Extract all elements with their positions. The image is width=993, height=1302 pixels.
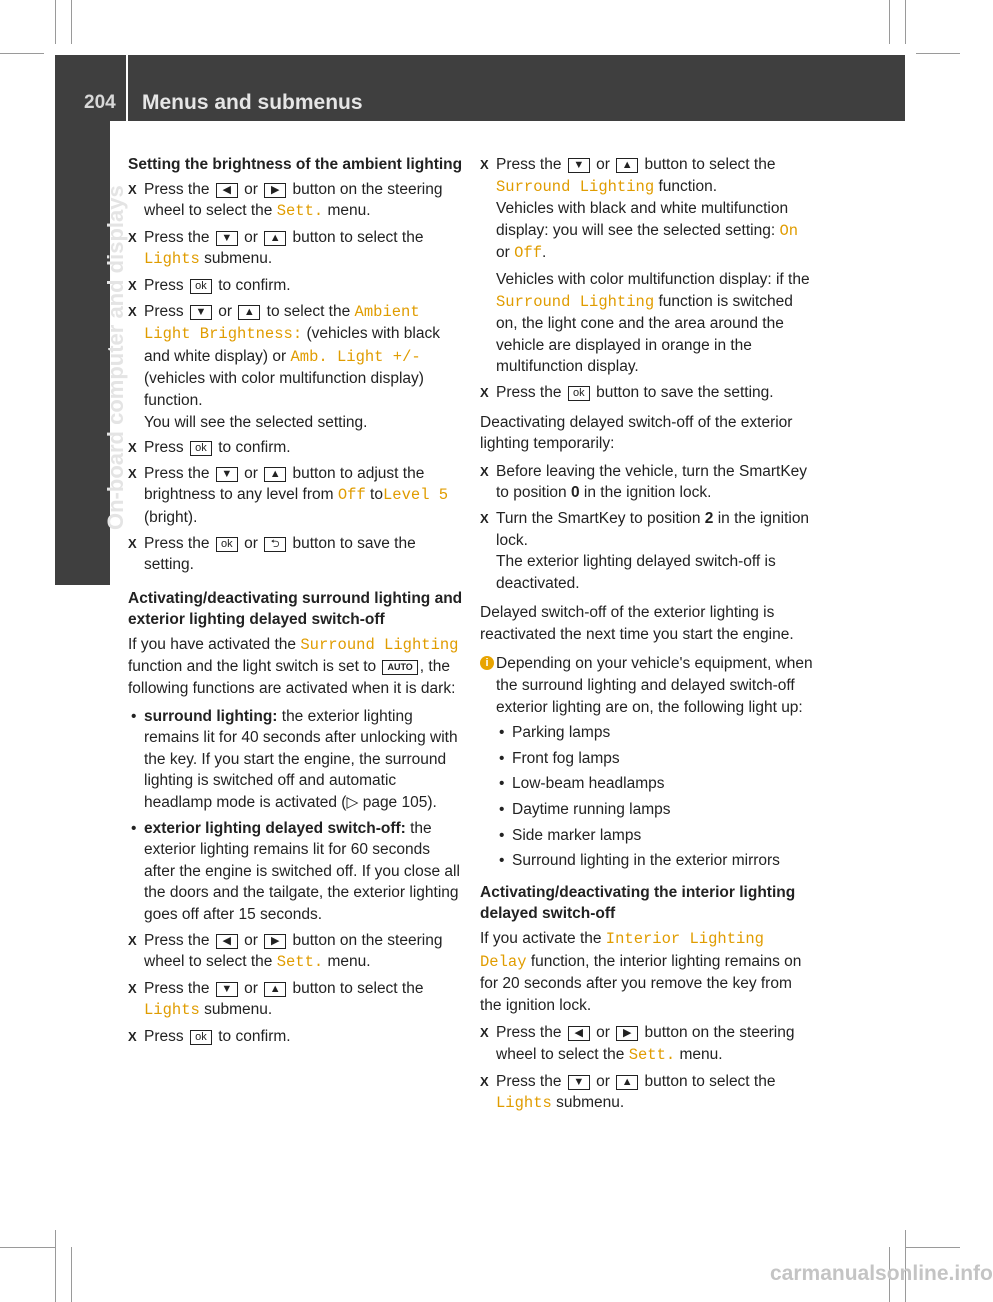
up-arrow-key-icon: ▲ [264,231,286,246]
instruction-step: X Press the ▼ or ▲ button to select the Lights submenu. [128,978,464,1022]
list-item: • Side marker lamps [496,825,816,847]
step-result: You will see the selected setting. [144,413,368,431]
display-text: On [779,221,799,240]
display-text: Ambient Light Brightness: [144,302,420,344]
instruction-step: X Press the ◀ or ▶ button on the steering wheel to select the Sett. menu. [128,930,464,974]
crop-mark [889,0,890,44]
ok-key-icon: ok [216,537,238,552]
instruction-step: X Before leaving the vehicle, turn the SmartKey to position 0 in the ignition lock. [480,461,816,504]
page-title: Menus and submenus [142,91,363,114]
instruction-step: X Press the ◀ or ▶ button on the steering wheel to select the Sett. menu. [480,1022,816,1066]
step-result: Vehicles with black and white multifunction display: you will see the selected setting: On or Off. [496,200,799,263]
display-text: Surround Lighting [496,292,655,311]
section-sidebar [55,121,110,585]
display-text: Sett. [276,202,324,221]
ok-key-icon: ok [568,386,590,401]
display-text: Lights [496,1094,552,1113]
back-key-icon: ⮌ [264,537,286,552]
ok-key-icon: ok [190,1030,212,1045]
instruction-step: X Press the ok button to save the setting. [480,382,816,404]
instruction-step: X Press the ▼ or ▲ button to adjust the brightness to any level from Off toLevel 5 (bright). [128,463,464,529]
crop-mark [71,0,72,44]
right-arrow-key-icon: ▶ [616,1026,638,1041]
down-arrow-key-icon: ▼ [568,1075,590,1090]
display-text: Sett. [276,953,324,972]
instruction-step: X Press ok to confirm. [128,275,464,297]
up-arrow-key-icon: ▲ [264,982,286,997]
section-label: On-board computer and displays [103,185,128,530]
up-arrow-key-icon: ▲ [264,467,286,482]
display-text: Amb. Light +/- [290,347,421,366]
list-item: • surround lighting: the exterior lighting remains lit for 40 seconds after unlocking with the key. If you start the engine, the surround lighting is switched off and automatic headlamp mode is activated (▷ page 105). [128,706,464,814]
ok-key-icon: ok [190,441,212,456]
display-text: Interior Lighting Delay [480,930,764,971]
list-item: • Front fog lamps [496,748,816,770]
right-column [480,154,816,1119]
instruction-step: X Press ok to confirm. [128,437,464,459]
info-icon: i [480,656,494,670]
crop-mark [0,1247,55,1248]
display-text: Level 5 [382,486,449,505]
info-note [480,653,816,871]
page-reference-icon: ▷ [346,794,359,812]
step-result: The exterior lighting delayed switch-off is deactivated. [496,553,776,592]
up-arrow-key-icon: ▲ [616,1075,638,1090]
crop-mark [55,0,56,44]
display-text: Lights [144,250,200,269]
list-item: • Parking lamps [496,722,816,744]
display-text: Lights [144,1001,200,1020]
instruction-step: X Press the ▼ or ▲ button to select the Lights submenu. [128,227,464,271]
display-text: Off [337,486,366,505]
instruction-step: X Press ok to confirm. [128,1026,464,1048]
left-arrow-key-icon: ◀ [568,1026,590,1041]
down-arrow-key-icon: ▼ [216,982,238,997]
step-result: Vehicles with color multifunction display: if the Surround Lighting function is switched on, the light cone and the area around the vehicle are displayed in orange in the multifunction display. [496,270,810,376]
crop-mark [905,1247,960,1248]
auto-light-switch-icon: AUTO [382,660,417,675]
crop-mark [0,53,44,54]
list-item: • Daytime running lamps [496,799,816,821]
list-item: • exterior lighting delayed switch-off: the exterior lighting remains lit for 60 seconds after the engine is switched off. If you close all the doors and the tailgate, the exterior lighting goes off after 15 seconds. [128,818,464,926]
watermark: carmanualsonline.info [770,1262,993,1285]
paragraph: If you activate the Interior Lighting Delay function, the interior lighting remains on for 20 seconds after you remove the key from the ignition lock. [480,930,802,1014]
up-arrow-key-icon: ▲ [616,158,638,173]
crop-mark [71,1247,72,1302]
instruction-step: X Press the ok or ⮌ button to save the setting. [128,533,464,576]
right-arrow-key-icon: ▶ [264,183,286,198]
down-arrow-key-icon: ▼ [190,305,212,320]
crop-mark [905,0,906,44]
right-arrow-key-icon: ▶ [264,934,286,949]
down-arrow-key-icon: ▼ [216,231,238,246]
crop-mark [916,53,960,54]
list-item: • Low-beam headlamps [496,773,816,795]
left-arrow-key-icon: ◀ [216,183,238,198]
display-text: Surround Lighting [496,177,655,196]
heading: Activating/deactivating surround lighting and exterior lighting delayed switch-off [128,589,463,629]
paragraph: Delayed switch-off of the exterior lighting is reactivated the next time you start the engine. [480,604,794,643]
display-text: Surround Lighting [300,635,459,654]
heading: Setting the brightness of the ambient lighting [128,156,463,173]
ok-key-icon: ok [190,279,212,294]
page-number: 204 [84,92,116,113]
list-item: • Surround lighting in the exterior mirrors [496,850,816,872]
display-text: Sett. [628,1045,676,1064]
paragraph: If you have activated the Surround Lighting function and the light switch is set to AUTO , the following functions are activated when it is dark: [128,635,459,698]
down-arrow-key-icon: ▼ [216,467,238,482]
instruction-step: X Press ▼ or ▲ to select the Ambient Light Brightness: (vehicles with black and white display) or Amb. Light +/- (vehicles with color multifunction display) function. [128,301,464,412]
heading: Activating/deactivating the interior lighting delayed switch-off [480,883,796,923]
info-text: Depending on your vehicle's equipment, when the surround lighting and delayed switch-off exterior lighting are on, the following light up: [496,655,813,716]
paragraph: Deactivating delayed switch-off of the exterior lighting temporarily: [480,413,793,453]
instruction-step: X Press the ▼ or ▲ button to select the Surround Lighting function. [480,154,816,198]
up-arrow-key-icon: ▲ [238,305,260,320]
instruction-step: X Press the ▼ or ▲ button to select the Lights submenu. [480,1071,816,1115]
crop-mark [55,1230,56,1302]
display-text: Off [514,244,542,263]
instruction-step: X Turn the SmartKey to position 2 in the ignition lock. [480,508,816,551]
header-separator [126,55,128,121]
down-arrow-key-icon: ▼ [568,158,590,173]
left-column [128,154,464,1052]
instruction-step: X Press the ◀ or ▶ button on the steering wheel to select the Sett. menu. [128,179,464,223]
left-arrow-key-icon: ◀ [216,934,238,949]
